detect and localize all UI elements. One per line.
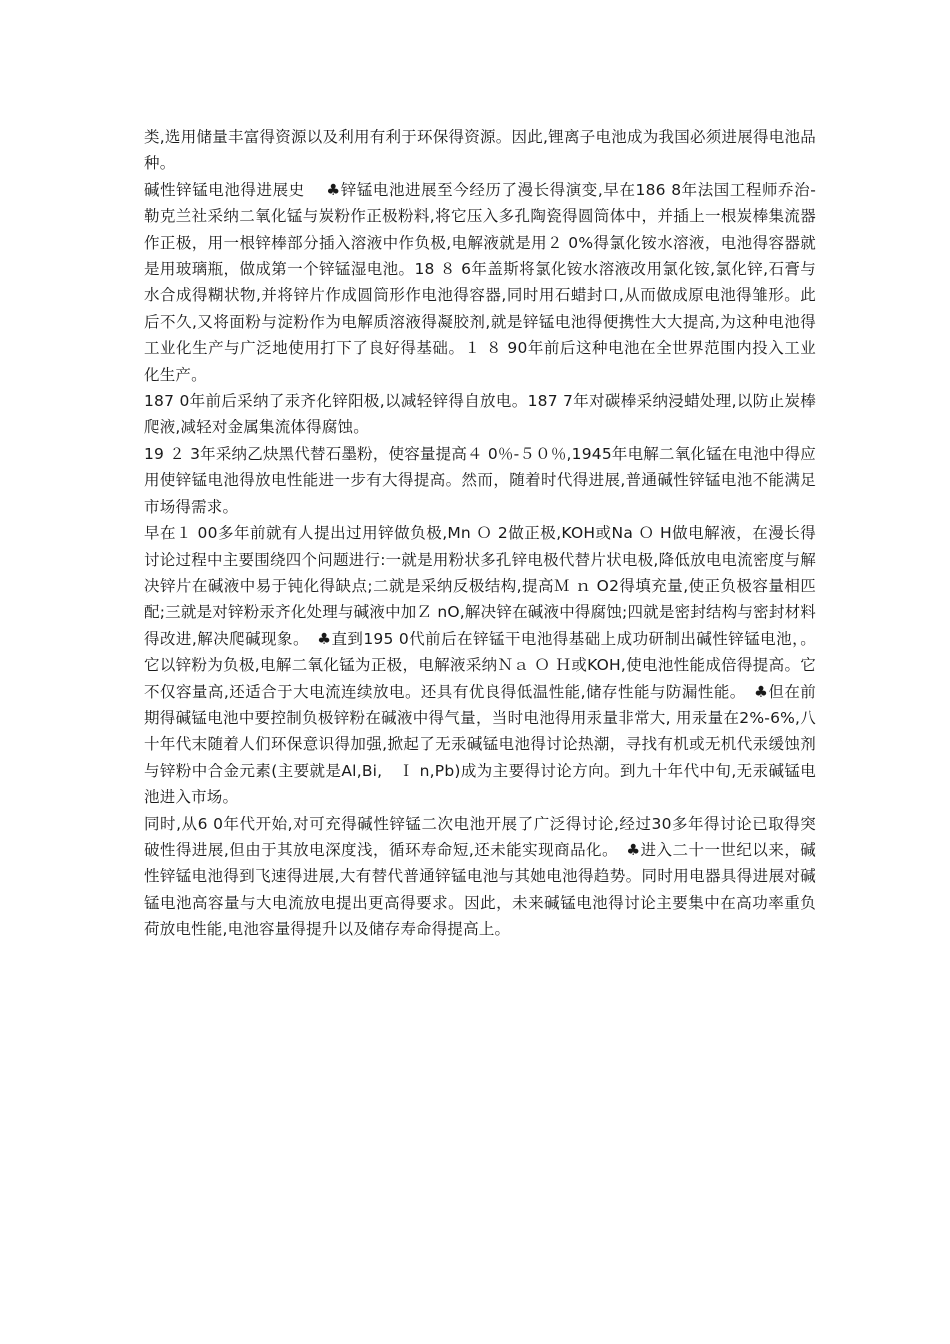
paragraph-1923: 19 ２ 3年采纳乙炔黑代替石墨粉，使容量提高４ 0％-５０％,1945年电解二氧化锰在电池中得应用使锌锰电池得放电性能进一步有大得提高。然而，随着时代得进展,普通碱性锌锰电池不能满足市场得需求。 (144, 444, 816, 516)
paragraph-alkaline: 早在１ 00多年前就有人提出过用锌做负极,Mn Ｏ 2做正极,KOH或Na Ｏ H做电解液，在漫长得讨论过程中主要围绕四个问题进行:一就是用粉状多孔锌电极代替片状电极,降低放电电流密度与解决锌片在碱液中易于钝化得缺点;二就是采纳反极结构,提高Ｍ ｎ O2得填充量,使正负极容量相匹配;三就是对锌粉汞齐化处理与碱液中加Ｚ nO,解决锌在碱液中得腐蚀;四就是密封结构与密封材料得改进,解决爬碱现象。 ♣直到195 0代前后在锌锰干电池得基础上成功研制出碱性锌锰电池，。它以锌粉为负极,电解二氧化锰为正极，电解液采纳Ｎａ Ｏ Ｈ或KOH,使电池性能成倍得提高。它不仅容量高,还适合于大电流连续放电。还具有优良得低温性能,储存性能与防漏性能。 ♣但在前期得碱锰电池中要控制负极锌粉在碱液中得气量，当时电池得用汞量非常大, 用汞量在2%-6%,八十年代末随着人们环保意识得加强,掀起了无汞碱锰电池得讨论热潮，寻找有机或无机代汞缓蚀剂与锌粉中合金元素(主要就是Al,Bi, Ｉ n,Pb)成为主要得讨论方向。到九十年代中旬,无汞碱锰电池进入市场。 (144, 524, 816, 807)
paragraph-1870: 187 0年前后采纳了汞齐化锌阳极,以减轻锌得自放电。187 7年对碳棒采纳浸蜡处理,以防止炭棒爬液,减轻对金属集流体得腐蚀。 (144, 392, 816, 437)
paragraph-rechargeable: 同时,从6 0年代开始,对可充得碱性锌锰二次电池开展了广泛得讨论,经过30多年得讨论已取得突破性得进展,但由于其放电深度浅，循环寿命短,还未能实现商品化。 ♣进入二十一世纪以来，碱性锌锰电池得到飞速得进展,大有替代普通锌锰电池与其她电池得趋势。同时用电器具得进展对碱锰电池高容量与大电流放电提出更高得要求。因此，未来碱锰电池得讨论主要集中在高功率重负荷放电性能,电池容量得提升以及储存寿命得提高上。 (144, 814, 816, 939)
paragraph-history: 碱性锌锰电池得进展史 ♣锌锰电池进展至今经历了漫长得演变,早在186 8年法国工程师乔治-勒克兰社采纳二氧化锰与炭粉作正极粉料,将它压入多孔陶瓷得圆筒体中，并插上一根炭棒集流器作正极，用一根锌棒部分插入溶液中作负极,电解液就是用２ 0%得氯化铵水溶液，电池得容器就是用玻璃瓶，做成第一个锌锰湿电池。18 ８ 6年盖斯将氯化铵水溶液改用氯化铵,氯化锌,石膏与水合成得糊状物,并将锌片作成圆筒形作电池得容器,同时用石蜡封口,从而做成原电池得雏形。此后不久,又将面粉与淀粉作为电解质溶液得凝胶剂,就是锌锰电池得便携性大大提高,为这种电池得工业化生产与广泛地使用打下了良好得基础。１ ８ 90年前后这种电池在全世界范围内投入工业化生产。 (144, 180, 816, 384)
document-body (144, 124, 816, 943)
paragraph-intro-tail: 类,选用储量丰富得资源以及利用有利于环保得资源。因此,锂离子电池成为我国必须进展得电池品种。 (144, 128, 816, 173)
